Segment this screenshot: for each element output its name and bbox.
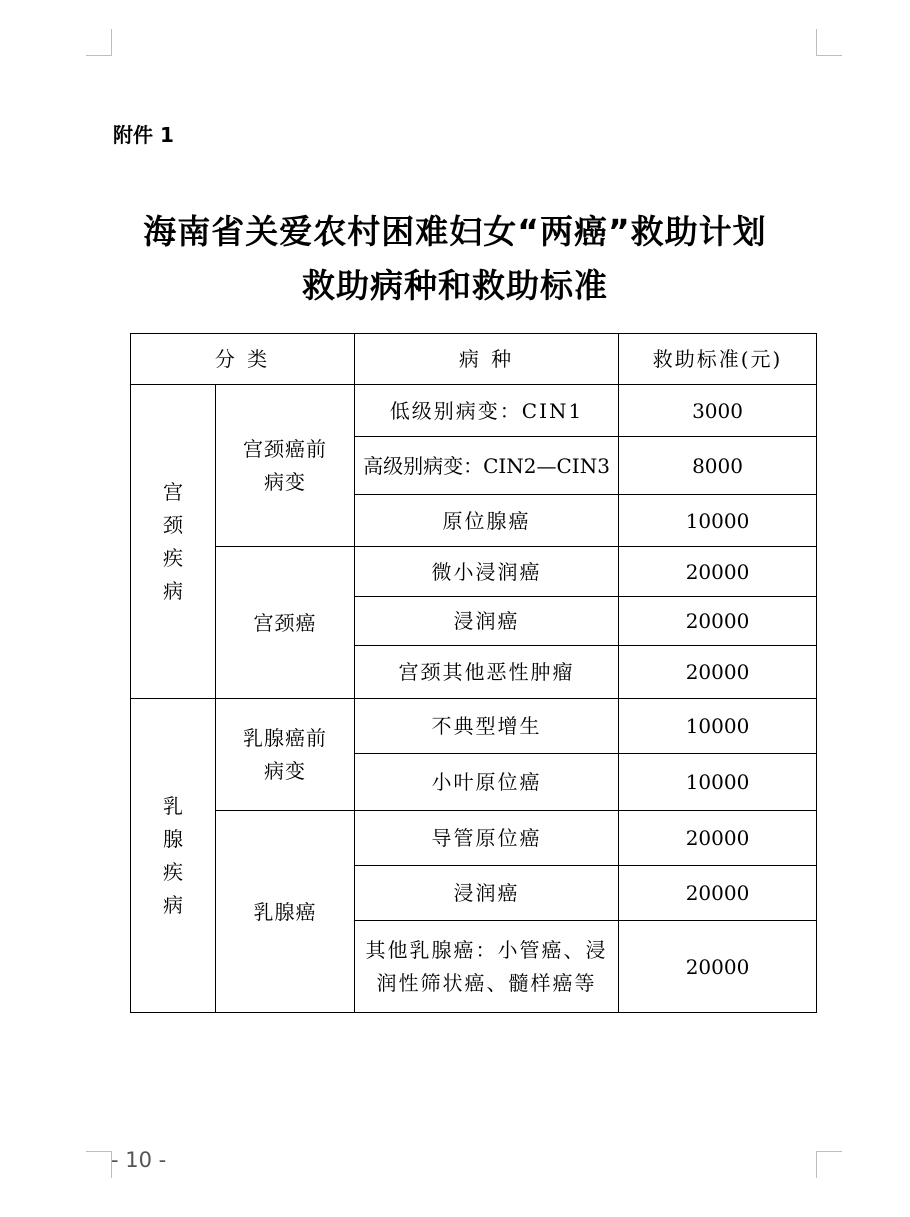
disease-cell: 导管原位癌: [355, 811, 619, 866]
amount-cell: 10000: [619, 495, 817, 547]
disease-cell: 浸润癌: [355, 597, 619, 646]
amount-cell: 20000: [619, 597, 817, 646]
amount-cell: 10000: [619, 699, 817, 754]
category-label: 宫颈疾病: [163, 479, 183, 603]
aid-standard-table: [130, 333, 817, 1013]
header-category: 分 类: [131, 334, 355, 385]
disease-cell: 浸润癌: [355, 866, 619, 921]
category-cell: [131, 385, 216, 699]
subcategory-cell: [216, 811, 355, 1013]
category-label: 乳腺疾病: [163, 793, 183, 917]
disease-cell: 宫颈其他恶性肿瘤: [355, 646, 619, 699]
amount-cell: 20000: [619, 547, 817, 597]
crop-mark-top-left: [86, 29, 112, 56]
header-disease: 病 种: [355, 334, 619, 385]
subcategory-label: 乳腺癌前病变: [243, 725, 327, 783]
disease-cell: 微小浸润癌: [355, 547, 619, 597]
crop-mark-top-right: [816, 29, 842, 56]
header-standard: 救助标准(元): [619, 334, 817, 385]
amount-cell: 20000: [619, 646, 817, 699]
disease-cell: 其他乳腺癌：小管癌、浸润性筛状癌、髓样癌等: [355, 921, 619, 1013]
crop-mark-bottom-left: [86, 1151, 112, 1178]
page-number: - 10 -: [111, 1148, 167, 1172]
subcategory-label: 乳腺癌: [253, 899, 317, 924]
amount-cell: 20000: [619, 866, 817, 921]
disease-cell: 高级别病变：CIN2—CIN3: [355, 437, 619, 495]
subcategory-label: 宫颈癌: [253, 610, 317, 635]
disease-cell: 不典型增生: [355, 699, 619, 754]
table-row: [131, 547, 817, 597]
subcategory-cell: [216, 547, 355, 699]
crop-mark-bottom-right: [816, 1151, 842, 1178]
table-row: [131, 699, 817, 754]
disease-cell: 低级别病变：CIN1: [355, 385, 619, 437]
disease-cell: 原位腺癌: [355, 495, 619, 547]
amount-cell: 10000: [619, 754, 817, 811]
amount-cell: 3000: [619, 385, 817, 437]
subcategory-label: 宫颈癌前病变: [243, 436, 327, 494]
amount-cell: 8000: [619, 437, 817, 495]
amount-cell: 20000: [619, 811, 817, 866]
table-row: [131, 811, 817, 866]
subcategory-cell: [216, 385, 355, 547]
document-title-line2: 救助病种和救助标准: [302, 266, 608, 305]
table-row: [131, 385, 817, 437]
disease-cell: 小叶原位癌: [355, 754, 619, 811]
category-cell: [131, 699, 216, 1013]
subcategory-cell: [216, 699, 355, 811]
document-title-line1: 海南省关爱农村困难妇女“两癌”救助计划: [143, 212, 767, 251]
table-header-row: [131, 334, 817, 385]
amount-cell: 20000: [619, 921, 817, 1013]
attachment-label: 附件 1: [113, 123, 174, 147]
